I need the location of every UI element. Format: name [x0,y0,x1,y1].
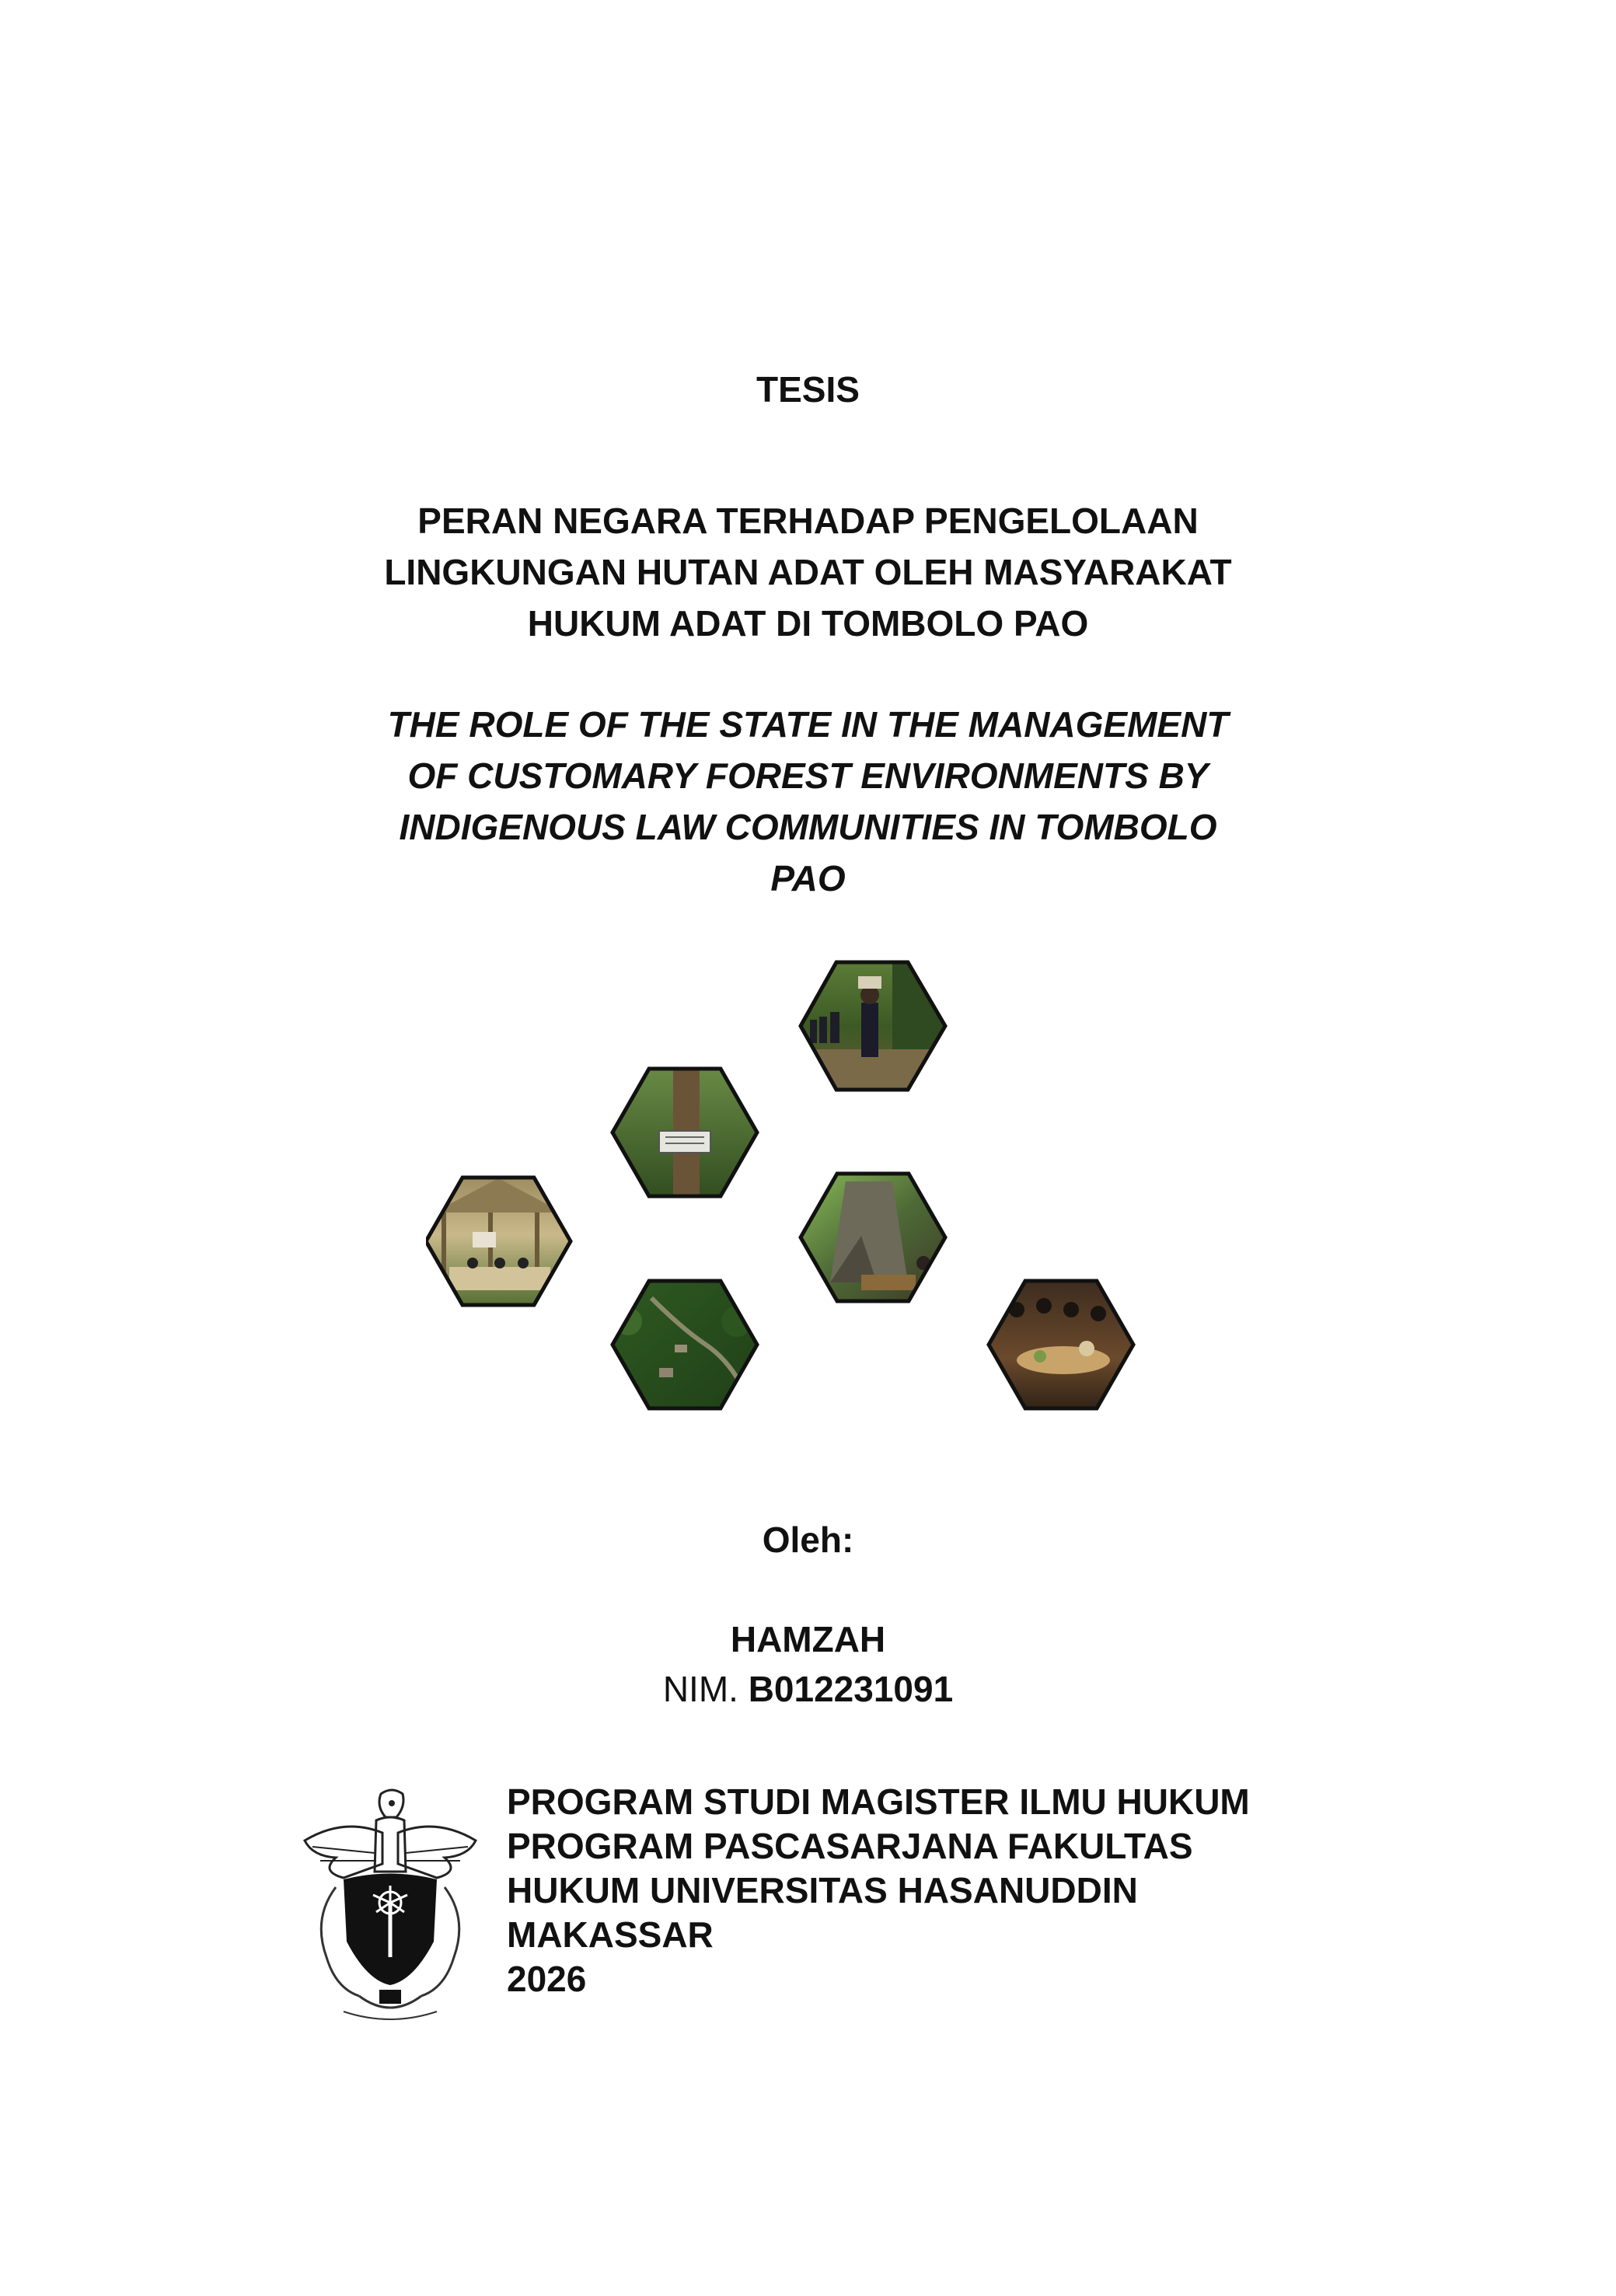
hexagon-photo-collage [426,956,1265,1485]
title-id-line: HUKUM ADAT DI TOMBOLO PAO [527,603,1089,644]
by-label: Oleh: [762,1520,854,1560]
nim-label: NIM. [662,1669,738,1709]
photo-customary-ritual-gathering [982,1275,1141,1415]
photo-women-carrying-baskets [791,956,955,1096]
author-name: HAMZAH [730,1619,886,1659]
photo-bamboo-hall-meeting [426,1174,574,1310]
university-emblem-icon [289,1786,491,2027]
student-id [0,1663,1616,1715]
institution-line: PROGRAM STUDI MAGISTER ILMU HUKUM [507,1781,1250,1822]
title-en-line: INDIGENOUS LAW COMMUNITIES IN TOMBOLO [399,807,1217,847]
institution-year: 2026 [507,1959,587,1999]
title-english [0,699,1616,904]
title-indonesian [0,495,1616,649]
institution-city: MAKASSAR [507,1914,714,1955]
title-id-line: PERAN NEGARA TERHADAP PENGELOLAAN [417,501,1199,541]
photo-giant-tree-roots [791,1170,955,1306]
title-en-line: OF CUSTOMARY FOREST ENVIRONMENTS BY [407,755,1209,796]
photo-aerial-forest-village [605,1275,768,1415]
title-en-line: PAO [770,858,846,899]
nim-value: B012231091 [748,1669,954,1709]
photo-large-tree-signboard [605,1065,768,1205]
document-type: TESIS [756,369,860,410]
institution-line: HUKUM UNIVERSITAS HASANUDDIN [507,1870,1138,1910]
institution-block [507,1780,1440,2001]
institution-line: PROGRAM PASCASARJANA FAKULTAS [507,1826,1193,1866]
title-id-line: LINGKUNGAN HUTAN ADAT OLEH MASYARAKAT [384,552,1232,592]
title-en-line: THE ROLE OF THE STATE IN THE MANAGEMENT [387,704,1229,745]
